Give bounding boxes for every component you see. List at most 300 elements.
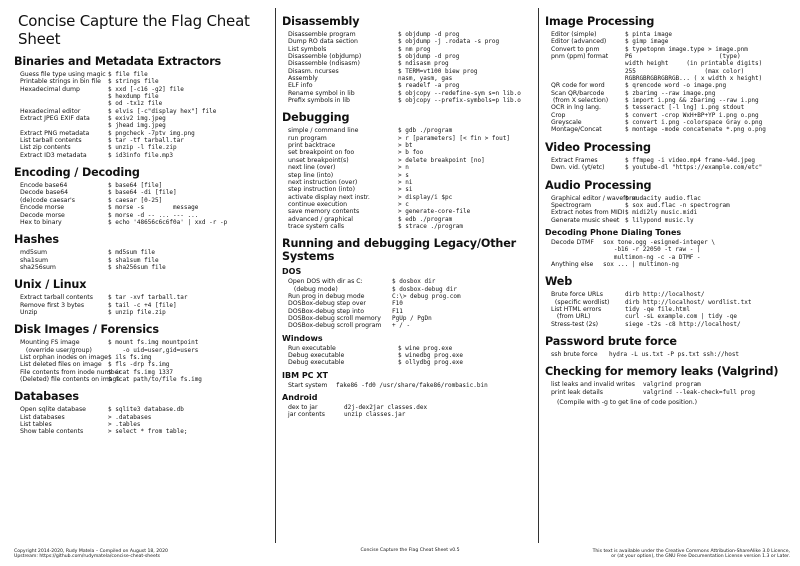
cheat-description: pnm (ppm) format [551, 53, 609, 61]
section-phone [545, 228, 793, 268]
section-image [545, 15, 793, 134]
cheat-description: continue execution [288, 200, 348, 208]
cheat-description: (specific wordlist) [551, 298, 610, 306]
cheat-command: unzip classes.jar [344, 411, 406, 419]
cheat-row [282, 82, 532, 89]
cheat-row [14, 137, 266, 144]
page-title: Concise Capture the Flag Cheat Sheet [18, 12, 250, 48]
cheat-description: Show table contents [20, 428, 84, 436]
cheat-description: Convert to pnm [551, 45, 600, 53]
cheat-command: $ youtube-dl "https://example.com/etc" [625, 164, 763, 172]
cheat-row [14, 428, 266, 435]
cheat-row [545, 195, 793, 202]
cheat-row [282, 345, 532, 352]
cheat-description: next instruction (over) [288, 178, 358, 186]
cheat-row [282, 216, 532, 223]
cheat-description: DOSBox-debug scroll program [288, 322, 382, 330]
cheat-description [545, 246, 603, 253]
cheat-description: sha256sum [20, 263, 56, 271]
cheat-description: save memory contents [288, 208, 360, 216]
cheat-command: $ tar -xvf tarball.tar [108, 294, 188, 302]
cheat-command: $ ils fs.img [108, 353, 152, 361]
cheat-command: dirb http://localhost/ wordlist.txt [625, 298, 752, 306]
cheat-description: List tables [20, 421, 52, 428]
cheat-description: dex to jar [288, 404, 318, 412]
cheat-description: (from URL) [551, 313, 591, 321]
cheat-row [545, 254, 793, 261]
cheat-description: Decode morse [20, 211, 65, 219]
cheat-row [14, 212, 266, 219]
cheat-command: $ objdump -j .rodata -s prog [398, 38, 500, 46]
cheat-description: List deleted files on image [20, 361, 102, 369]
cheat-description: Dump RO data section [288, 38, 358, 46]
column-divider [275, 8, 276, 543]
cheat-row [282, 201, 532, 208]
cheat-command: $ dosbox dir [392, 278, 436, 286]
cheat-command: $ TERM=vt100 biew prog [398, 67, 478, 75]
section-heading: Web [545, 275, 573, 289]
cheat-row [545, 126, 793, 133]
cheat-command: -o uid=user,gid=users [108, 346, 199, 354]
cheat-description: Decode base64 [20, 189, 69, 197]
cheat-command: > si [398, 186, 413, 194]
cheat-description: Hexadecimal dump [20, 85, 80, 93]
cheat-row [14, 249, 266, 256]
cheat-description: activate display next instr. [288, 193, 370, 201]
cheat-row [282, 97, 532, 104]
cheat-row [282, 53, 532, 60]
cheat-row [14, 144, 266, 151]
section-heading: Hashes [14, 233, 59, 247]
section-web [545, 275, 793, 328]
cheat-command: $ edb ./program [398, 215, 453, 223]
cheat-description: Editor (simple) [551, 31, 597, 38]
cheat-row [282, 127, 532, 134]
section-heading: Databases [14, 390, 79, 404]
cheat-command: F10 [392, 300, 403, 308]
cheat-row [282, 179, 532, 186]
footer-copyright: Copyright 2014-2020, Rudy Matela – Compiled on August 18, 2020 Upstream: https://github.com/rudymatela/concise-cheat-sheets [14, 548, 168, 560]
cheat-command: $ strings file [108, 78, 159, 86]
cheat-row [282, 75, 532, 82]
cheat-command: $ sqlite3 database.db [108, 406, 184, 414]
cheat-command: dirb http://localhost/ [625, 291, 705, 299]
cheat-command: $ audacity audio.flac [625, 194, 701, 202]
cheat-row [545, 313, 793, 320]
section-heading: Image Processing [545, 15, 655, 28]
cheat-description: Stress-test (2s) [551, 320, 599, 328]
cheat-row [282, 149, 532, 156]
cheat-command: $ md5sum file [108, 249, 155, 257]
cheat-description: Hex to binary [20, 218, 62, 226]
cheat-row [282, 293, 532, 300]
cheat-command: siege -t2s -c8 http://localhost/ [625, 320, 741, 328]
cheat-description: Encode base64 [20, 182, 68, 190]
cheat-row [545, 246, 793, 253]
cheat-command: $ strace ./program [398, 222, 464, 230]
cheat-row [14, 86, 266, 93]
cheat-row [282, 315, 532, 322]
cheat-command: hydra -L us.txt -P ps.txt ssh://host [609, 350, 740, 358]
cheat-description: simple / command line [288, 127, 359, 135]
cheat-row [282, 68, 532, 75]
cheat-command: $ pngcheck -7ptv img.png [108, 129, 195, 137]
cheat-row [282, 46, 532, 53]
cheat-row [282, 172, 532, 179]
column-divider [538, 8, 539, 543]
cheat-row [545, 291, 793, 298]
cheat-description: Printable strings in bin file [20, 78, 101, 86]
section-mem [545, 365, 793, 406]
cheat-row [545, 351, 793, 358]
cheat-command: $ morse -s message [108, 204, 199, 212]
cheat-row [14, 309, 266, 316]
cheat-command: $ fls -drp fs.img [108, 361, 170, 369]
column-1 [14, 8, 266, 436]
cheat-description: print leak details [551, 388, 603, 396]
cheat-command: $ zbarimg --raw image.png [625, 89, 716, 97]
cheat-row [14, 93, 266, 100]
cheat-command: $ id3info file.mp3 [108, 151, 174, 159]
cheat-command: $ morse -d -- ... --- ... [108, 211, 199, 219]
section-binaries [14, 55, 266, 159]
cheat-row [14, 78, 266, 85]
cheat-row [14, 369, 266, 376]
cheat-description: (de)code caesar's [20, 196, 75, 204]
cheat-command: $ echo '48656c6c6f0a' | xxd -r -p [108, 218, 228, 226]
cheat-row [14, 294, 266, 301]
cheat-command: > r [parameters] [< fin > fout] [398, 134, 510, 142]
cheat-command: sox ... | multimon-ng [603, 260, 679, 268]
cheat-command: $ sha256sum file [108, 263, 166, 271]
cheat-description: Run prog in debug mode [288, 292, 365, 300]
section-video [545, 141, 793, 172]
subsection-heading: Windows [282, 333, 323, 343]
section-android [282, 393, 532, 419]
cheat-description: Editor (advanced) [551, 38, 607, 46]
cheat-description: step instruction (into) [288, 186, 356, 194]
cheat-row [545, 46, 793, 53]
cheat-row [282, 223, 532, 230]
cheat-command: $ tesseract [-l lng] i.png stdout [625, 104, 745, 112]
cheat-description: Disassemble (ndisasm) [288, 60, 360, 68]
cheat-command: $ sox aud.flac -n spectrogram [625, 201, 730, 209]
cheat-row [545, 157, 793, 164]
section-debug [282, 111, 532, 230]
cheat-description [545, 75, 625, 82]
cheat-description: Extract notes from MIDI [551, 209, 625, 217]
cheat-row [14, 257, 266, 264]
cheat-command: $ dosbox-debug dir [392, 285, 458, 293]
cheat-command: $ caesar [0-25] [108, 196, 163, 204]
cheat-row [14, 204, 266, 211]
cheat-description: md5sum [20, 249, 48, 257]
cheat-row [282, 308, 532, 315]
cheat-command: $ objcopy --prefix-symbols=p lib.o [398, 97, 521, 105]
cheat-command: $ base64 -di [file] [108, 189, 177, 197]
cheat-description: Hexadecimal editor [20, 107, 81, 115]
cheat-row [545, 53, 793, 60]
cheat-row [14, 264, 266, 271]
section-windows [282, 334, 532, 367]
cheat-row [14, 115, 266, 122]
cheat-row [14, 339, 266, 346]
cheat-row [14, 130, 266, 137]
cheat-description: Run executable [288, 344, 336, 352]
cheat-row [282, 90, 532, 97]
section-heading: Disassembly [282, 15, 360, 28]
cheat-command: $ gimp image [625, 38, 669, 46]
cheat-command: $ tar -tf tarball.tar [108, 137, 184, 145]
column-3 [545, 8, 793, 406]
cheat-description: (Deleted) file contents on image [20, 375, 121, 383]
cheat-description: Open DOS with dir as C: [288, 278, 363, 286]
section-heading: Disk Images / Forensics [14, 323, 159, 337]
cheat-row [282, 31, 532, 38]
cheat-description: Decode DTMF [551, 238, 594, 246]
cheat-description: Mounting FS image [20, 339, 80, 347]
cheat-row [282, 38, 532, 45]
cheat-command: > .databases [108, 413, 152, 421]
cheat-row [545, 321, 793, 328]
cheat-row [14, 71, 266, 78]
section-heading: Running and debugging Legacy/Other Systems [282, 237, 517, 264]
cheat-command: $ ffmpeg -i video.mp4 frame-%4d.jpeg [625, 156, 756, 164]
cheat-row [14, 414, 266, 421]
cheat-description: QR code for word [551, 82, 605, 90]
section-databases [14, 390, 266, 435]
cheat-description: Open sqlite database [20, 406, 86, 414]
cheat-command: > ni [398, 178, 413, 186]
cheat-command: $ import i.png && zbarimg --raw i.png [625, 97, 759, 105]
cheat-command: $ pinta image [625, 31, 672, 38]
cheat-command: $ objdump -d prog [398, 53, 460, 61]
cheat-description: Start system [288, 381, 328, 389]
cheat-row [545, 82, 793, 89]
cheat-row [14, 421, 266, 428]
cheat-row [282, 135, 532, 142]
cheat-description: List databases [20, 413, 65, 421]
cheat-command: nasm, yasm, gas [398, 75, 453, 83]
cheat-row [545, 261, 793, 268]
section-heading: Video Processing [545, 140, 651, 154]
cheat-description: run program [288, 134, 327, 142]
cheat-description: unset breakpoint(s) [288, 156, 349, 164]
cheat-command: $ tail -c +4 [file] [108, 301, 177, 309]
cheat-description [14, 93, 108, 100]
cheat-command: $ unzip file.zip [108, 308, 166, 316]
cheat-description: Extract PNG metadata [20, 129, 90, 137]
cheat-row [282, 382, 532, 389]
cheat-description: set breakpoint on foo [288, 149, 355, 157]
cheat-command: $ ollydbg prog.exe [398, 359, 464, 367]
cheat-description: Graphical editor / waveform [551, 194, 638, 202]
cheat-command: curl -sL example.com | tidy -qe [625, 313, 737, 321]
cheat-description: Extract Frames [551, 156, 598, 164]
cheat-row [282, 157, 532, 164]
cheat-description: List zip contents [20, 144, 71, 152]
cheat-row [545, 299, 793, 306]
section-heading: Password brute force [545, 334, 677, 348]
cheat-command: > b foo [398, 149, 424, 157]
cheat-command: valgrind --leak-check=full prog [643, 388, 755, 396]
cheat-row [14, 152, 266, 159]
cheat-row [545, 381, 793, 388]
cheat-description: List orphan inodes on image [20, 353, 108, 361]
section-audio [545, 179, 793, 224]
cheat-command: $ convert i.png -colorspace Gray o.png [625, 119, 763, 127]
cheat-command: $ elvis [-c"display hex"] file [108, 107, 217, 115]
cheat-row [14, 182, 266, 189]
cheat-command: > .tables [108, 421, 141, 428]
cheat-command: $ winedbg prog.exe [398, 352, 464, 359]
cheat-row [14, 347, 266, 354]
section-heading: Encoding / Decoding [14, 166, 140, 180]
cheat-description: Guess file type using magic [20, 71, 106, 78]
section-heading: Unix / Linux [14, 278, 87, 292]
cheat-command: PgUp / PgDn [392, 314, 432, 322]
cheat-row [282, 300, 532, 307]
cheat-row [545, 164, 793, 171]
cheat-row [545, 112, 793, 119]
cheat-description: Debug executable [288, 352, 345, 359]
cheat-row [545, 119, 793, 126]
cheat-row [545, 31, 793, 38]
cheat-row [282, 411, 532, 418]
cheat-description: List symbols [288, 45, 327, 53]
cheat-description: Remove first 3 bytes [20, 301, 85, 309]
cheat-description [14, 100, 108, 107]
cheat-command: d2j-dex2jar classes.dex [344, 404, 428, 412]
section-legacy [282, 237, 532, 263]
cheat-description: next line (over) [288, 164, 336, 172]
cheat-command: P6 (type) [625, 53, 741, 61]
cheat-command: C:\> debug prog.com [392, 292, 461, 300]
footer-license: This text is available under the Creative Commons Attribution-ShareAlike 3.0 Licence, or (at your option), the GNU Free Documentation License version 1.3 or Later. [592, 548, 790, 560]
cheat-row [14, 354, 266, 361]
cheat-description: ssh brute force [551, 350, 598, 358]
section-pw [545, 335, 793, 358]
cheat-row [545, 389, 793, 396]
cheat-description: Anything else [551, 260, 594, 268]
cheat-description: Prefix symbols in lib [288, 97, 350, 105]
cheat-command: 255 (max color) [625, 67, 745, 75]
cheat-row [545, 97, 793, 104]
cheat-row [14, 361, 266, 368]
cheat-description: Dwn. vid. (yt/etc) [551, 164, 605, 172]
cheat-command: $ objcopy --redefine-sym s=n lib.o [398, 89, 521, 97]
cheat-command: $ gdb ./program [398, 127, 453, 135]
cheat-command: $ icat fs.img 1337 [108, 368, 174, 376]
cheat-command: $ fcat path/to/file fs.img [108, 375, 202, 383]
cheat-description [545, 254, 603, 261]
cheat-row [282, 359, 532, 366]
cheat-row [545, 75, 793, 82]
cheat-command: $ midi2ly music.midi [625, 209, 698, 217]
cheat-row [545, 104, 793, 111]
cheat-row [282, 352, 532, 359]
cheat-command: > c [398, 200, 409, 208]
cheat-description: Crop [551, 111, 566, 119]
cheat-command: $ od -tx1z file [108, 100, 163, 108]
cheat-description: DOSBox-debug step over [288, 300, 366, 308]
cheat-row [14, 122, 266, 129]
cheat-description: Scan QR/barcode [551, 89, 605, 97]
cheat-command: $ convert -crop WxH+BP+YP i.png o.png [625, 111, 759, 119]
cheat-command: $ nm prog [398, 45, 431, 53]
cheat-description: File contents from inode number [20, 368, 121, 376]
cheat-description: list leaks and invalid writes [551, 381, 635, 389]
column-2 [282, 8, 532, 419]
cheat-description: DOSBox-debug scroll memory [288, 314, 381, 322]
cheat-description: trace system calls [288, 222, 345, 230]
section-heading: Debugging [282, 111, 350, 125]
section-heading: Checking for memory leaks (Valgrind) [545, 365, 779, 379]
cheat-row [545, 60, 793, 67]
cheat-description: OCR in lng lang. [551, 104, 601, 112]
section-hashes [14, 233, 266, 271]
cheat-command: fake86 -fd0 /usr/share/fake86/rombasic.bin [336, 381, 488, 389]
cheat-row [14, 219, 266, 226]
cheat-description: Generate music sheet [551, 216, 620, 224]
cheat-description: (debug mode) [288, 285, 338, 293]
cheat-command: width height (in printable digits) [625, 60, 763, 68]
cheat-description: print backtrace [288, 142, 336, 150]
cheat-description: Unzip [20, 308, 38, 316]
section-ibm [282, 371, 532, 389]
cheat-row [282, 186, 532, 193]
cheat-row [282, 286, 532, 293]
cheat-row [282, 404, 532, 411]
subsection-heading: Decoding Phone Dialing Tones [545, 227, 682, 237]
cheat-row [545, 68, 793, 75]
section-unix [14, 278, 266, 316]
cheat-command: $ hexdump file [108, 93, 159, 101]
cheat-command: > n [398, 164, 409, 172]
cheat-description: List tarball contents [20, 137, 82, 145]
cheat-command: $ montage -mode concatenate *.png o.png [625, 126, 766, 134]
cheat-description: Greyscale [551, 119, 582, 127]
cheat-command: $ qrencode word -o image.png [625, 82, 727, 90]
cheat-description: sha1sum [20, 256, 49, 264]
section-note: (Compile with -g to get line of code position.) [557, 399, 698, 406]
cheat-command: > display/i $pc [398, 193, 453, 201]
cheat-command: $ base64 [file] [108, 182, 163, 190]
section-heading: Binaries and Metadata Extractors [14, 55, 222, 68]
cheat-row [282, 208, 532, 215]
cheat-command: F11 [392, 307, 403, 315]
cheat-command: sox tone.ogg -esigned-integer \ [603, 238, 715, 246]
cheat-row [545, 217, 793, 224]
cheat-command: > select * from table; [108, 428, 188, 436]
cheat-description [545, 60, 625, 67]
cheat-description: Assembly [288, 75, 318, 83]
cheat-command: + / - [392, 322, 411, 330]
cheat-command: > generate-core-file [398, 208, 471, 216]
cheat-command: multimon-ng -c -a DTMF - [603, 253, 701, 261]
cheat-description [545, 68, 625, 75]
cheat-row [14, 376, 266, 383]
cheat-command: $ xxd [-c16 -g2] file [108, 85, 184, 93]
cheat-description: Extract tarball contents [20, 294, 93, 302]
cheat-command: > s [398, 171, 409, 179]
cheat-description [14, 122, 108, 129]
cheat-description: ELF info [288, 82, 313, 90]
cheat-command: $ mount fs.img mountpoint [108, 339, 199, 347]
cheat-command: $ objdump -d prog [398, 31, 460, 38]
subsection-heading: Android [282, 393, 318, 403]
subsection-heading: IBM PC XT [282, 370, 328, 380]
